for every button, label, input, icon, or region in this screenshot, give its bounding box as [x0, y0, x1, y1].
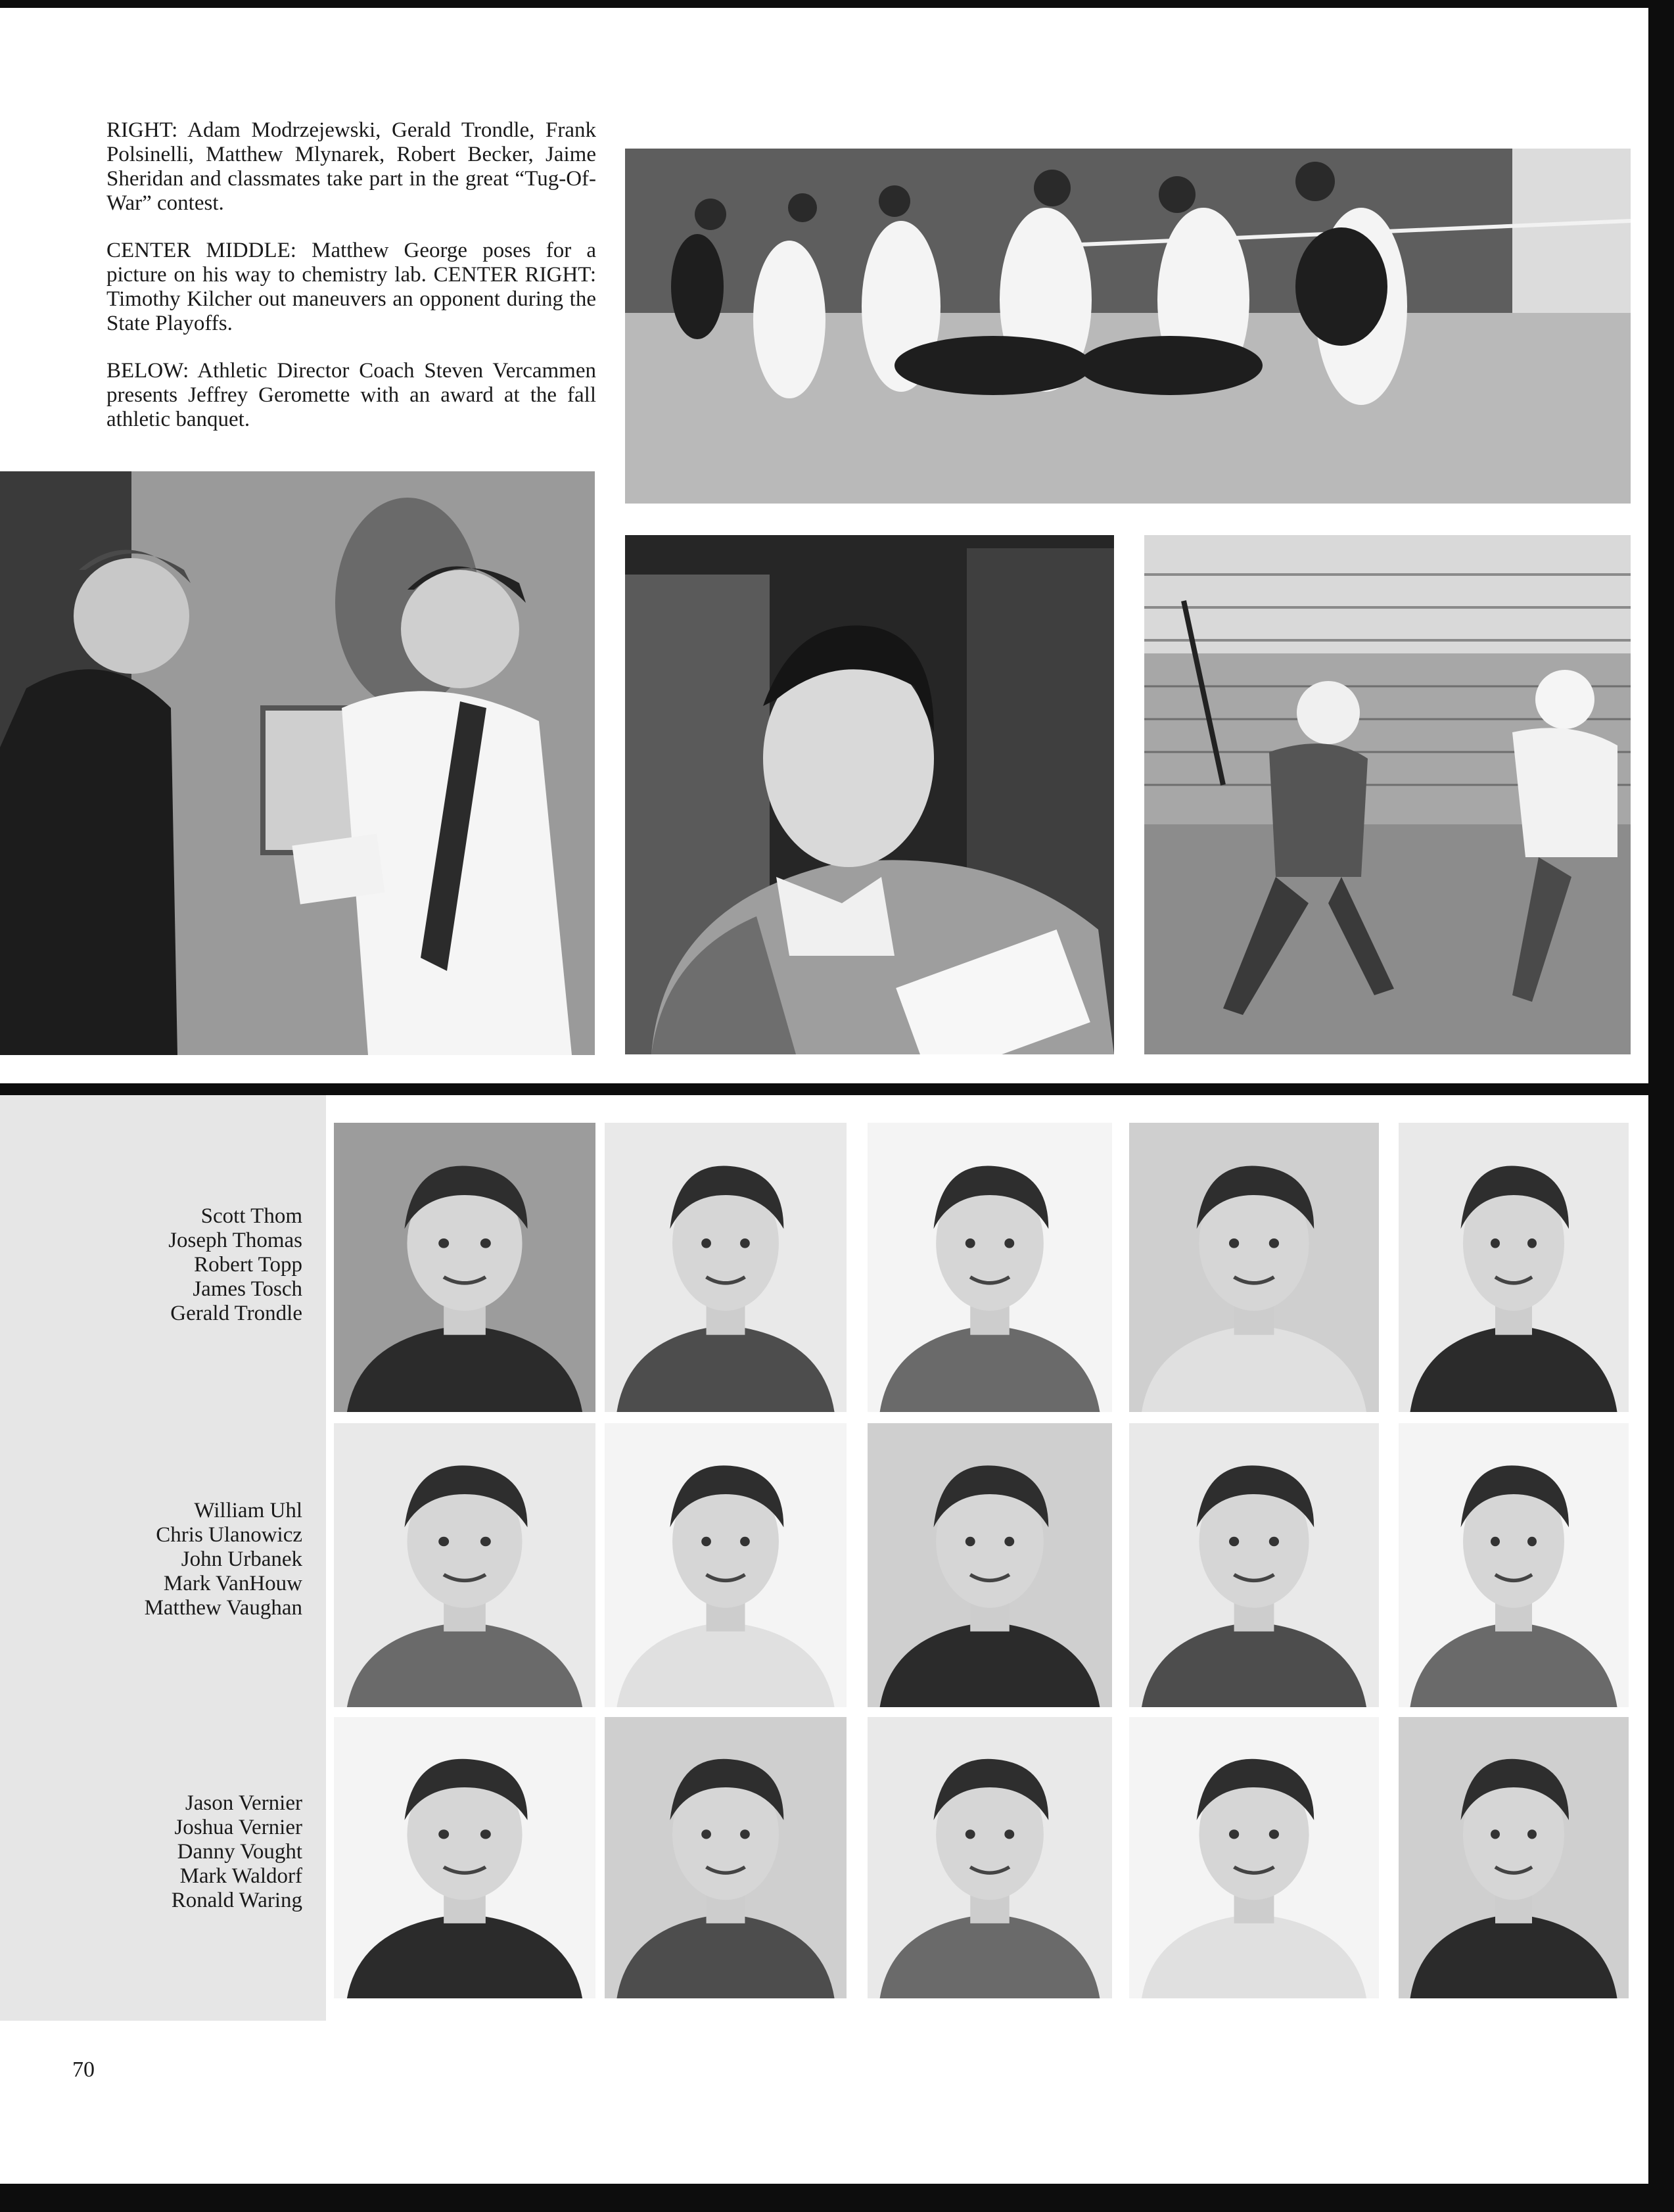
student-portrait [1129, 1423, 1379, 1707]
student-portrait [334, 1423, 595, 1707]
student-portrait [1129, 1717, 1379, 1998]
student-portrait [868, 1423, 1112, 1707]
student-name: Ronald Waring [171, 1889, 302, 1912]
student-name: Danny Vought [177, 1840, 302, 1864]
page-bottom-border [0, 2184, 1674, 2212]
student-portrait [1399, 1423, 1629, 1707]
student-portrait [605, 1717, 847, 1998]
section-divider [0, 1083, 1648, 1095]
student-name: James Tosch [193, 1277, 302, 1301]
student-name: Joshua Vernier [174, 1816, 302, 1839]
caption-right: RIGHT: Adam Modrzejewski, Gerald Trondle, Frank Polsinelli, Matthew Mlynarek, Robert Becker, Jaime Sheridan and classmates take part in the great “Tug-Of-War” contest. [106, 118, 596, 215]
student-portrait [868, 1717, 1112, 1998]
student-portrait [334, 1717, 595, 1998]
student-name: Mark Waldorf [179, 1864, 302, 1888]
student-name: John Urbanek [181, 1547, 302, 1571]
names-row-1 [66, 1204, 302, 1326]
photo-lacrosse-playoffs [1144, 535, 1631, 1054]
caption-below: BELOW: Athletic Director Coach Steven Vercammen presents Jeffrey Geromette with an award at the fall athletic banquet. [106, 359, 596, 431]
caption-center: CENTER MIDDLE: Matthew George poses for a picture on his way to chemistry lab. CENTER RIGHT: Timothy Kilcher out maneuvers an opponent during the State Playoffs. [106, 239, 596, 335]
photo-student-hallway [625, 535, 1114, 1054]
photo-captions [106, 118, 596, 455]
page-right-border [1648, 0, 1674, 2212]
student-portrait [605, 1123, 847, 1412]
student-name: Jason Vernier [185, 1791, 302, 1815]
page-top-border [0, 0, 1674, 8]
photo-athletic-award [0, 471, 595, 1055]
names-row-3 [66, 1791, 302, 1913]
student-portrait [1129, 1123, 1379, 1412]
student-name: Mark VanHouw [163, 1572, 302, 1595]
student-name: Matthew Vaughan [144, 1596, 302, 1620]
student-name: William Uhl [194, 1499, 302, 1522]
student-portrait [1399, 1717, 1629, 1998]
student-portrait [1399, 1123, 1629, 1412]
student-name: Gerald Trondle [170, 1302, 302, 1325]
photo-tug-of-war [625, 149, 1631, 504]
student-name: Joseph Thomas [168, 1229, 302, 1252]
student-name: Robert Topp [194, 1253, 302, 1277]
student-portrait [334, 1123, 595, 1412]
student-name: Scott Thom [200, 1204, 302, 1228]
names-row-2 [66, 1499, 302, 1620]
student-portrait [868, 1123, 1112, 1412]
student-portrait [605, 1423, 847, 1707]
page-number: 70 [72, 2058, 95, 2082]
student-name: Chris Ulanowicz [156, 1523, 302, 1547]
